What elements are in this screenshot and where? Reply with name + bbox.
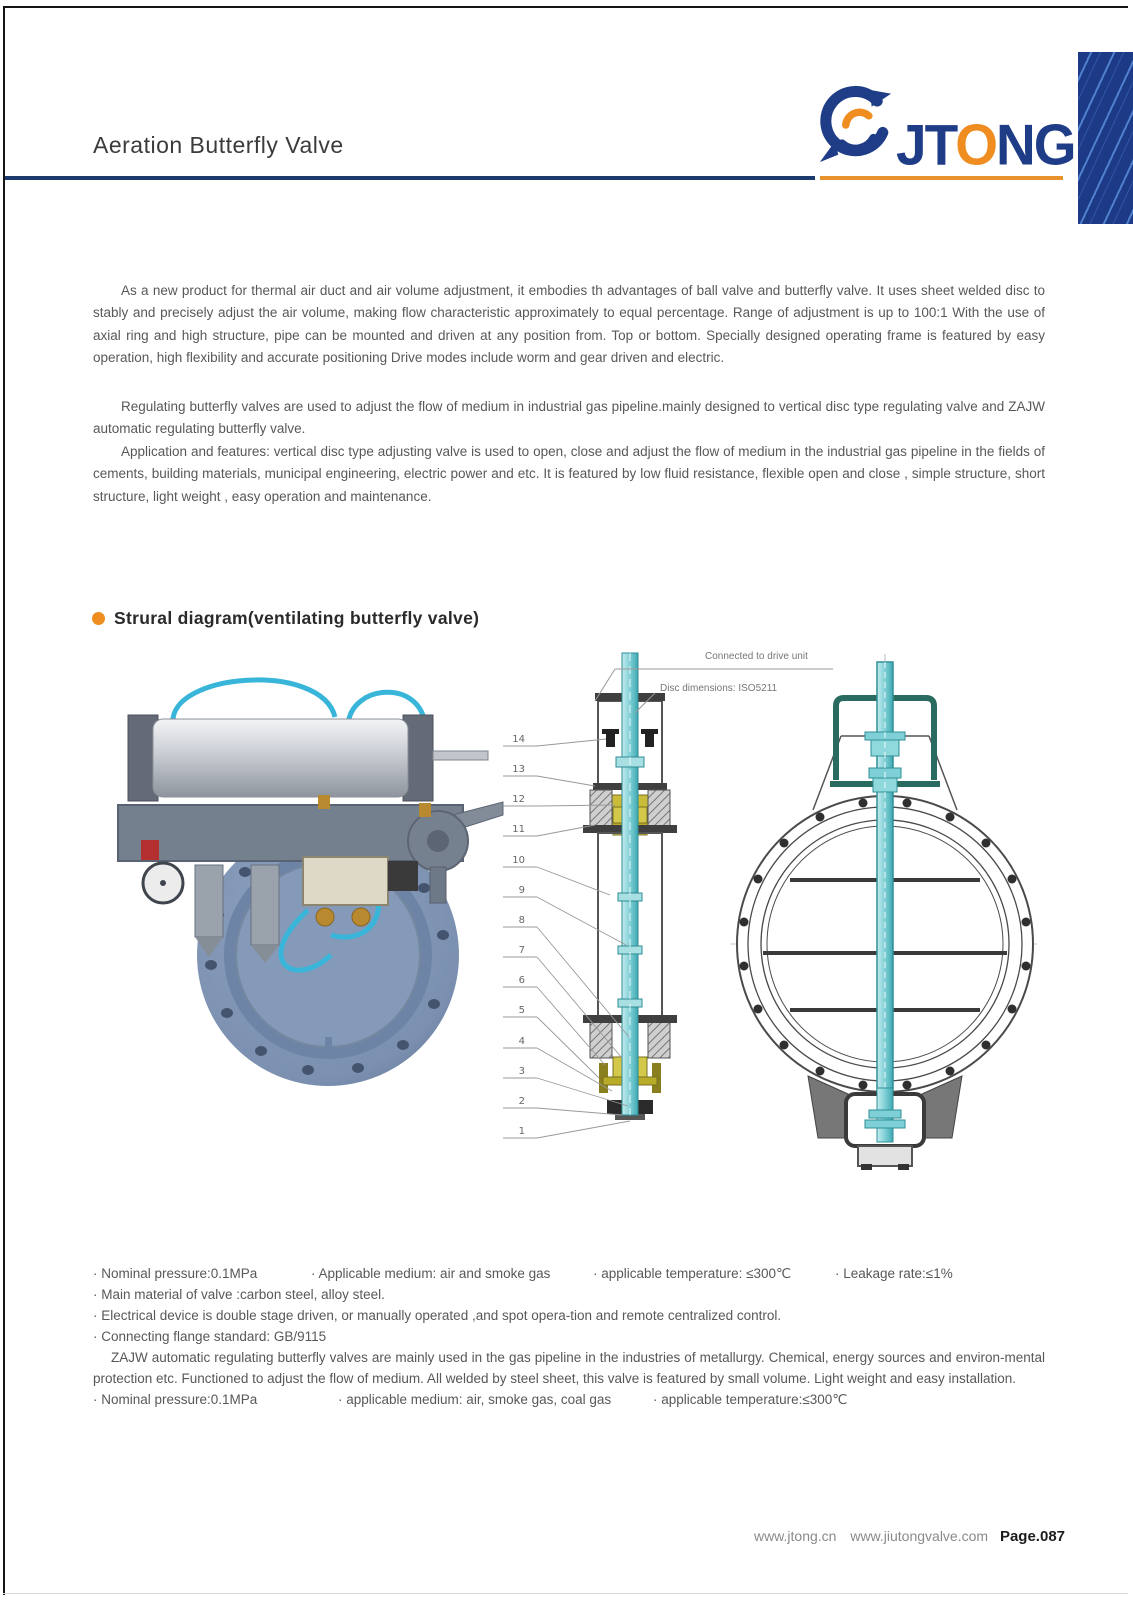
page-border-left (3, 6, 5, 1595)
page-number: Page.087 (999, 1528, 1065, 1545)
footer-url-jiutongvalve: www.jiutongvalve.com (850, 1528, 989, 1544)
spec-item: · Nominal pressure:0.1MPa (93, 1266, 258, 1281)
svg-text:8: 8 (518, 915, 525, 926)
svg-text:7: 7 (518, 945, 525, 956)
part-number-labels (512, 734, 525, 1137)
svg-text:3: 3 (518, 1066, 525, 1077)
jtong-wordmark: JTONG (896, 112, 1075, 178)
svg-text:6: 6 (518, 975, 525, 986)
cross-section-diagram (495, 645, 725, 1145)
spec-item: · Nominal pressure:0.1MPa (93, 1392, 258, 1407)
intro-paragraph-2: Regulating butterfly valves are used to adjust the flow of medium in industrial gas pipeline.mainly designed to vertical disc type regulating valve and ZAJW automatic regulating butterfly valve. (93, 399, 1045, 437)
spec-item: · applicable temperature: ≤300℃ (593, 1266, 792, 1281)
jtong-swirl-icon (818, 84, 892, 173)
annotation-connected-to-drive-unit: Connected to drive unit (705, 651, 808, 662)
svg-text:11: 11 (512, 824, 525, 835)
spec-row-2 (93, 1389, 1045, 1410)
svg-text:14: 14 (512, 734, 525, 745)
svg-text:10: 10 (512, 855, 525, 866)
intro-paragraphs-2-3 (93, 396, 1045, 508)
spec-flange: · Connecting flange standard: GB/9115 (93, 1329, 327, 1344)
specifications (93, 1263, 1045, 1410)
front-view-diagram (718, 648, 1052, 1173)
page-border-bottom (3, 1593, 1128, 1594)
spec-electrical: · Electrical device is double stage driven, or manually operated ,and spot opera-tion and remote centralized control. (93, 1308, 782, 1323)
intro-paragraph-3: Application and features: vertical disc type adjusting valve is used to open, close and adjust the flow of medium in the industrial gas pipeline in the fields of cements, building materials, municipal engineering, electric power and etc. It is featured by low fluid resistance, flexible open and close , simple structure, short structure, light weight , easy operation and maintenance. (93, 443, 1045, 504)
spec-item: · applicable medium: air, smoke gas, coal gas (338, 1392, 612, 1407)
spec-item: · Applicable medium: air and smoke gas (311, 1266, 551, 1281)
intro-paragraph-1: As a new product for thermal air duct and air volume adjustment, it embodies th advantages of ball valve and butterfly valve. It uses sheet welded disc to stably and precisely adjust the air volume, making flow characteristic approximately to equal percentage. Range of adjustment is up to 100:1 With the use of axial ring and high structure, pipe can be mounted and driven at any position from. Top or bottom. Specially designed operating frame is featured by easy operation, high flexibility and accurate positioning Drive modes include worm and gear driven and electric. (93, 283, 1045, 366)
jtong-logo (818, 84, 1075, 178)
section-heading: Strural diagram(ventilating butterfly valve) (92, 608, 479, 629)
footer-url-jtong: www.jtong.cn (753, 1528, 837, 1544)
svg-text:2: 2 (518, 1096, 525, 1107)
spec-material: · Main material of valve :carbon steel, alloy steel. (93, 1287, 385, 1302)
svg-text:5: 5 (518, 1005, 525, 1016)
bullet-dot-icon (92, 612, 105, 625)
spec-item: · Leakage rate:≤1% (835, 1266, 953, 1281)
header-rule-navy (5, 176, 815, 180)
svg-text:9: 9 (518, 885, 525, 896)
corner-decoration (1078, 52, 1133, 224)
zajw-paragraph: ZAJW automatic regulating butterfly valves are mainly used in the gas pipeline in the industries of metallurgy. Chemical, energy sources and environ-mental protection etc. Functioned to adjust the flow of medium. All welded by steel sheet, this valve is featured by small volume. Light weight and easy installation. (93, 1350, 1045, 1386)
svg-text:12: 12 (512, 794, 525, 805)
annotation-disc-dimensions: Disc dimensions: ISO5211 (660, 683, 778, 694)
spec-row-1 (93, 1263, 1045, 1284)
svg-text:4: 4 (518, 1036, 525, 1047)
svg-text:1: 1 (518, 1126, 525, 1137)
valve-photo (103, 655, 508, 1120)
page-title: Aeration Butterfly Valve (93, 132, 344, 158)
spec-item: · applicable temperature:≤300℃ (653, 1392, 848, 1407)
svg-text:13: 13 (512, 764, 525, 775)
page-border-top (3, 6, 1128, 8)
page-footer (93, 1528, 1065, 1545)
